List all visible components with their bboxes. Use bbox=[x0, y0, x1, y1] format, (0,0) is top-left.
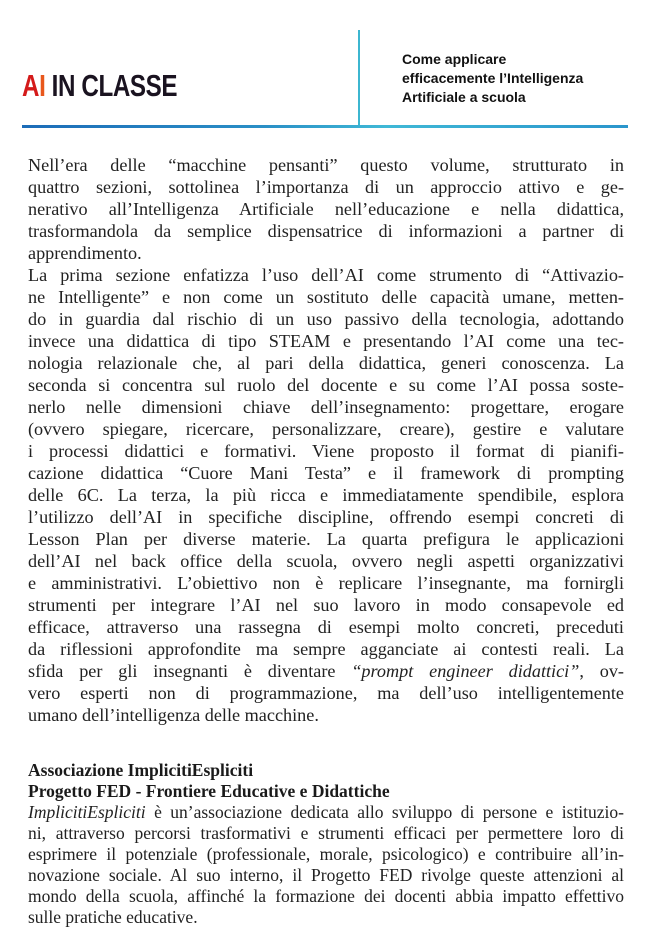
text-line bbox=[28, 660, 624, 682]
text-line: ne Intelligente” e non come un sostituto delle capacità umane, metten- bbox=[28, 287, 624, 307]
text-line: novazione sociale. Al suo interno, il Progetto FED rivolge queste attenzioni al bbox=[28, 865, 624, 885]
association-section bbox=[28, 760, 624, 928]
subtitle-line: Artificiale a scuola bbox=[402, 89, 526, 105]
text-line: La prima sezione enfatizza l’uso dell’AI come strumento di “Attivazio- bbox=[28, 265, 624, 285]
text-line: e amministrativi. L’obiettivo non è replicare l’insegnante, ma fornirgli bbox=[28, 573, 624, 593]
book-description bbox=[28, 154, 624, 726]
text-line: ni, attraverso percorsi trasformativi e strumenti efficaci per permettere loro di bbox=[28, 823, 624, 843]
text-line: dell’AI nel back office della scuola, ovvero negli aspetti organizzativi bbox=[28, 551, 624, 571]
logo-letter-a: A bbox=[22, 68, 40, 103]
text-line: delle 6C. La terza, la più ricca e immediatamente spendibile, esplora bbox=[28, 485, 624, 505]
text-fragment: , ov- bbox=[579, 661, 624, 681]
association-name: ImplicitiEspliciti bbox=[28, 802, 146, 822]
paragraph-intro bbox=[28, 154, 624, 264]
text-line: Nell’era delle “macchine pensanti” questo volume, strutturato in bbox=[28, 155, 624, 175]
text-line: nerlo nelle dimensioni chiave dell’insegnamento: progettare, erogare bbox=[28, 397, 624, 417]
subtitle-line: Come applicare bbox=[402, 51, 507, 67]
text-line: efficace, attraverso una rassegna di esempi molto concreti, preceduti bbox=[28, 617, 624, 637]
text-line: nologia relazionale che, al pari della didattica, generi conoscenza. La bbox=[28, 353, 624, 373]
text-line: esprimere il potenziale (professionale, morale, psicologico) e contribuire all’in- bbox=[28, 844, 624, 864]
text-line: strumenti per integrare l’AI nel suo lavoro in modo consapevole ed bbox=[28, 595, 624, 615]
text-fragment: è un’associazione dedicata allo sviluppo di persone e istituzio- bbox=[145, 802, 624, 822]
header-rule bbox=[22, 125, 628, 128]
text-fragment: sfida per gli insegnanti è diventare bbox=[28, 661, 352, 681]
page-header bbox=[0, 0, 650, 135]
text-line: sulle pratiche educative. bbox=[28, 907, 198, 927]
association-heading: Associazione ImplicitiEspliciti bbox=[28, 760, 254, 780]
text-line: i processi didattici e formativi. Viene proposto il format di pianifi- bbox=[28, 441, 624, 461]
text-line: seconda si concentra sul ruolo del docente e su come l’AI possa soste- bbox=[28, 375, 624, 395]
text-line: mondo della scuola, affinché la formazione dei docenti abbia impatto effettivo bbox=[28, 886, 624, 906]
text-line: l’utilizzo dell’AI in specifiche discipline, offrendo esempi concreti di bbox=[28, 507, 624, 527]
text-line: da riflessioni approfondite ma sempre agganciate ai contesti reali. La bbox=[28, 639, 624, 659]
text-line: do in guardia dal rischio di un uso passivo della tecnologia, adottando bbox=[28, 309, 624, 329]
text-line: apprendimento. bbox=[28, 243, 142, 263]
text-line: umano dell’intelligenza delle macchine. bbox=[28, 705, 319, 725]
text-line: (ovvero spiegare, ricercare, personalizzare, creare), gestire e valutare bbox=[28, 419, 624, 439]
project-heading: Progetto FED - Frontiere Educative e Didattiche bbox=[28, 781, 390, 801]
paragraph-sections bbox=[28, 264, 624, 726]
series-subtitle bbox=[402, 50, 583, 107]
text-line: invece una didattica di tipo STEAM e presentando l’AI come una tec- bbox=[28, 331, 624, 351]
emphasis-prompt-engineer: “prompt engineer didattici” bbox=[351, 661, 580, 681]
text-line: nerativo all’Intelligenza Artificiale nell’educazione e nella didattica, bbox=[28, 199, 624, 219]
text-line bbox=[28, 802, 624, 823]
subtitle-line: efficacemente l’Intelligenza bbox=[402, 70, 584, 86]
text-line: Lesson Plan per diverse materie. La quarta prefigura le applicazioni bbox=[28, 529, 624, 549]
logo-letter-i: I bbox=[39, 68, 46, 103]
text-line: quattro sezioni, sottolinea l’importanza di un approccio attivo e ge- bbox=[28, 177, 624, 197]
text-line: cazione didattica “Cuore Mani Testa” e il framework di prompting bbox=[28, 463, 624, 483]
logo-text: IN CLASSE bbox=[51, 68, 178, 103]
text-line: trasformandola da semplice dispensatrice di informazioni a partner di bbox=[28, 221, 624, 241]
vertical-divider bbox=[358, 30, 360, 128]
text-line: vero esperti non di programmazione, ma dell’uso intelligentemente bbox=[28, 683, 624, 703]
series-logo bbox=[22, 68, 177, 104]
